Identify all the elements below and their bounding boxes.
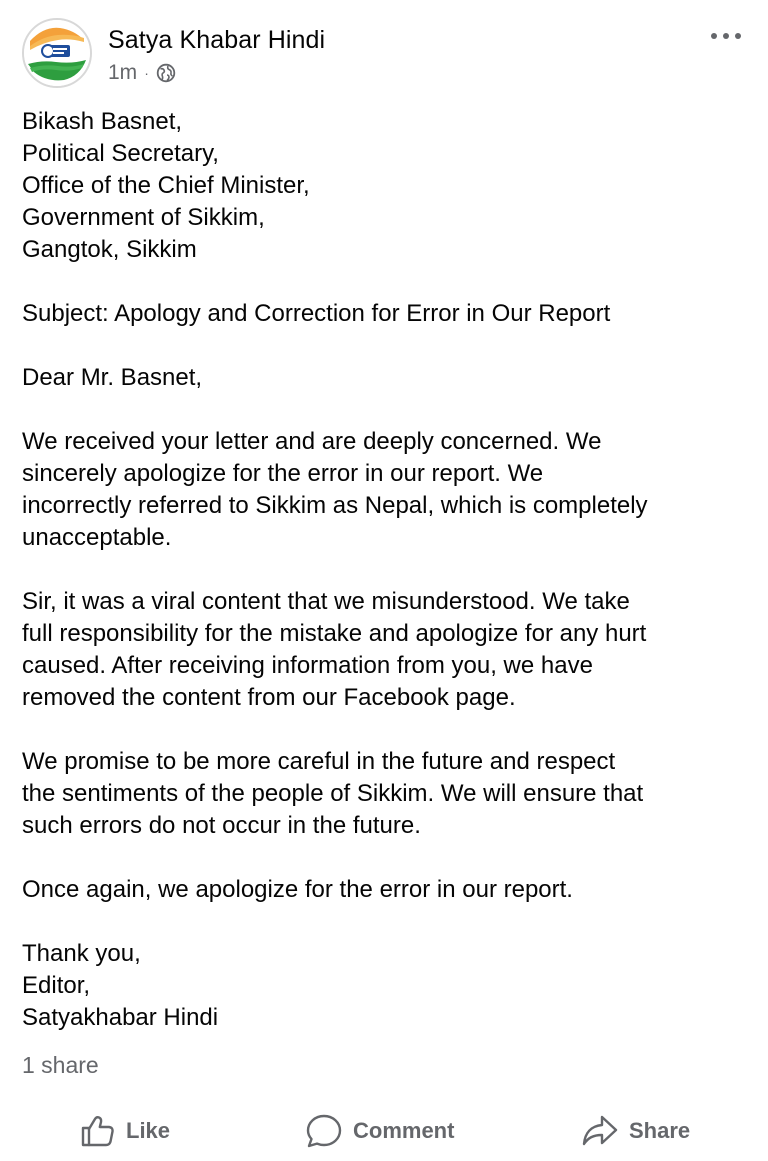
- paragraph-line: full responsibility for the mistake and apologize for any hurt: [22, 620, 647, 647]
- comment-label: Comment: [353, 1118, 455, 1143]
- signoff-line: Thank you,: [22, 940, 141, 967]
- post-actions-bar: [0, 1106, 768, 1156]
- share-arrow-icon: [581, 1113, 619, 1149]
- page-name[interactable]: Satya Khabar Hindi: [108, 26, 326, 54]
- paragraph-3: [22, 746, 752, 842]
- paragraph-line: We promise to be more careful in the future and respect: [22, 748, 616, 775]
- address-line: Government of Sikkim,: [22, 204, 265, 231]
- post-header: [22, 18, 746, 88]
- paragraph-line: Sir, it was a viral content that we misunderstood. We take: [22, 588, 630, 615]
- share-button[interactable]: [581, 1106, 690, 1156]
- paragraph-1: [22, 426, 752, 554]
- post-text: [22, 106, 752, 1034]
- paragraph-2: [22, 586, 752, 714]
- paragraph-line: We received your letter and are deeply concerned. We: [22, 428, 602, 455]
- share-label: Share: [629, 1118, 691, 1143]
- meta-separator: ·: [144, 65, 149, 81]
- like-button[interactable]: [80, 1106, 170, 1156]
- more-options-button[interactable]: [706, 24, 746, 48]
- paragraph-line: sincerely apologize for the error in our report. We: [22, 460, 544, 487]
- paragraph-line: such errors do not occur in the future.: [22, 812, 421, 839]
- signoff-block: [22, 938, 752, 1034]
- share-count[interactable]: 1 share: [22, 1052, 99, 1078]
- paragraph-line: incorrectly referred to Sikkim as Nepal, which is completely: [22, 492, 648, 519]
- subject-line: Subject: Apology and Correction for Error in Our Report: [22, 300, 611, 327]
- post-meta: [108, 60, 176, 86]
- paragraph-line: caused. After receiving information from you, we have: [22, 652, 593, 679]
- paragraph-line: removed the content from our Facebook page.: [22, 684, 516, 711]
- more-horizontal-icon: [710, 32, 742, 40]
- flag-logo-icon: [24, 20, 90, 86]
- page-avatar[interactable]: [22, 18, 92, 88]
- comment-button[interactable]: [305, 1106, 454, 1156]
- paragraph-line: unacceptable.: [22, 524, 172, 551]
- like-label: Like: [126, 1118, 171, 1143]
- address-line: Office of the Chief Minister,: [22, 172, 310, 199]
- address-block: [22, 106, 752, 266]
- paragraph-4: Once again, we apologize for the error in our report.: [22, 876, 573, 903]
- salutation: Dear Mr. Basnet,: [22, 364, 203, 391]
- address-line: Gangtok, Sikkim: [22, 236, 197, 263]
- signoff-line: Satyakhabar Hindi: [22, 1004, 219, 1031]
- paragraph-line: the sentiments of the people of Sikkim. We will ensure that: [22, 780, 644, 807]
- post-timestamp[interactable]: 1m: [108, 61, 138, 84]
- signoff-line: Editor,: [22, 972, 91, 999]
- globe-icon[interactable]: [156, 63, 176, 83]
- address-line: Political Secretary,: [22, 140, 219, 167]
- thumbs-up-icon: [80, 1113, 116, 1149]
- address-line: Bikash Basnet,: [22, 108, 183, 135]
- comment-bubble-icon: [305, 1113, 343, 1149]
